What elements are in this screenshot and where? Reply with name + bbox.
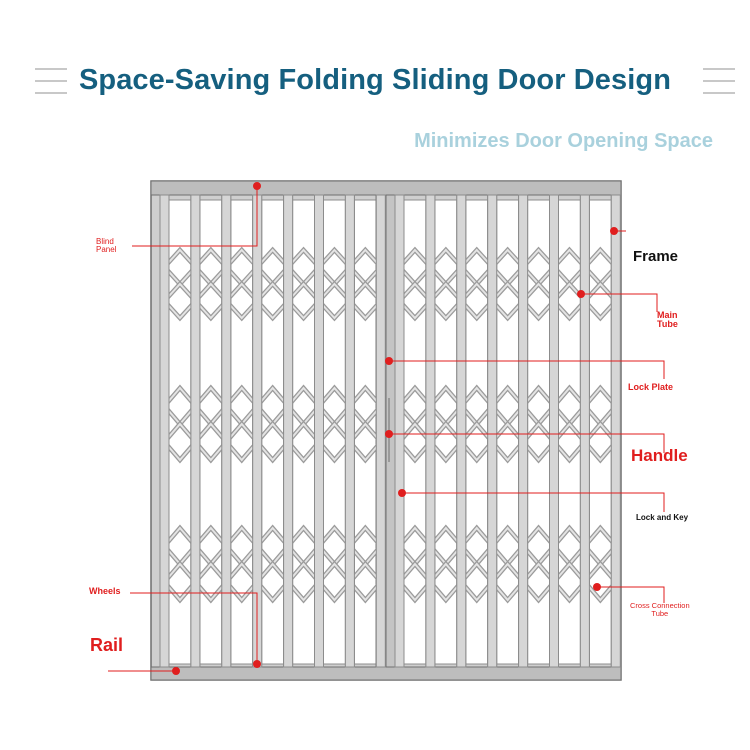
top-rail [151, 181, 621, 195]
callout-rail: Rail [90, 635, 124, 655]
callout-main-tube: Main Tube [657, 310, 678, 330]
page-title: Space-Saving Folding Sliding Door Design [78, 64, 672, 96]
main-tube [611, 195, 620, 667]
leader-main-tube-dot [577, 290, 585, 298]
main-tube [488, 195, 497, 667]
leader-wheels-dot [253, 660, 261, 668]
main-tube [580, 195, 589, 667]
callout-handle: Handle [631, 446, 688, 465]
main-tube [160, 195, 169, 667]
main-tube [395, 195, 404, 667]
callout-cross-connection-tube: Cross Connection Tube [630, 601, 690, 618]
main-tube [191, 195, 200, 667]
main-tube [376, 195, 385, 667]
page-subtitle: Minimizes Door Opening Space [414, 130, 713, 152]
main-tube [457, 195, 466, 667]
main-tube [315, 195, 324, 667]
leader-blind-panel-dot [253, 182, 261, 190]
leader-lock-plate-dot [385, 357, 393, 365]
callout-wheels: Wheels [89, 586, 121, 596]
folding-door [151, 181, 621, 680]
callout-lock-plate: Lock Plate [628, 382, 674, 392]
callout-lock-and-key: Lock and Key [636, 513, 689, 522]
main-tube [426, 195, 435, 667]
callout-frame: Frame [633, 248, 679, 265]
leader-frame-dot [610, 227, 618, 235]
main-tube [284, 195, 293, 667]
main-tube [345, 195, 354, 667]
leader-rail-dot [172, 667, 180, 675]
leader-handle-dot [385, 430, 393, 438]
main-tube [550, 195, 559, 667]
callout-blind-panel: Blind Panel [96, 237, 117, 255]
bottom-rail [151, 667, 621, 680]
main-tube [222, 195, 231, 667]
leader-lock-and-key-dot [398, 489, 406, 497]
leader-cross-connection-tube-dot [593, 583, 601, 591]
main-tube [519, 195, 528, 667]
